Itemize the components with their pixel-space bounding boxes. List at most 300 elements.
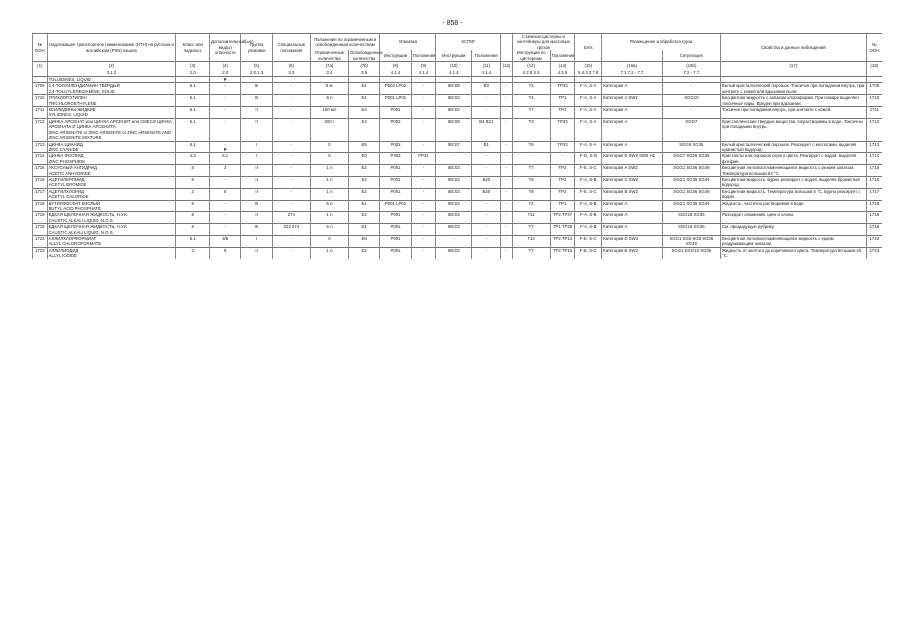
header-portable-tanks: Съемные цистерны и контейнеры для массовых грузов [512, 34, 575, 51]
column-12: - [501, 83, 512, 95]
special-provisions: 223 274 [272, 224, 310, 236]
column-12: - [501, 95, 512, 107]
un-number: 1723 [33, 247, 48, 258]
code-reference: 5.4.3.2 7.8 [575, 70, 602, 77]
code-reference: 7.1 7.2 - 7.7 [602, 70, 663, 77]
ems-code: F-A, S-B [575, 200, 602, 212]
name-en: ACETIC ANHYDRIDE [48, 170, 91, 176]
packing-group: I [241, 153, 272, 165]
ems-code: F-E, S-C [575, 188, 602, 200]
name-en: CAUSTIC ALKALI LIQUID, N.O.S. [48, 217, 114, 223]
subsidiary-hazard [210, 95, 241, 107]
properties: Кристаллы или порошок серого цвета. Реагирует с водой, выделяя фосфин. [721, 153, 867, 165]
stowage: Категория A [602, 200, 663, 212]
properties: Бесцветная легковоспламеняющаяся жидкость с резким запахом. Температура вспышки 54 °C. [721, 165, 867, 177]
subheader-segregation: Сегрегация [662, 50, 720, 61]
un-number: 1718 [33, 200, 48, 212]
column-number: (5) [241, 62, 272, 71]
column-12: - [501, 212, 512, 224]
packing-instruction: P001 [380, 236, 411, 248]
header-subsidiary-hazard: Дополнительный(ые) вид(ы) опасности [210, 34, 241, 62]
un-number-right: 1723 [866, 247, 882, 258]
properties: Разъедает алюминий, цинк и олово. [721, 212, 867, 224]
ems-code: F-A, S-A [575, 141, 602, 153]
limited-quantity: 100 мл [310, 107, 348, 119]
un-number-right: 1711 [866, 107, 882, 119]
un-number: 1710 [33, 95, 48, 107]
un-number: 1713 [33, 141, 48, 153]
packing-instruction: P001 [380, 188, 411, 200]
ems-code: F-A, S-B [575, 176, 602, 188]
packing-provision: - [411, 212, 436, 224]
tank-instruction: T7 [512, 107, 550, 119]
packing-group: II [241, 176, 272, 188]
packing-group: III [241, 95, 272, 107]
subsidiary-value: 8 [224, 188, 227, 194]
name-en: CAUSTIC ALKALI LIQUID, N.O.S. [48, 229, 114, 235]
code-reference: 4.1.4 [380, 70, 411, 77]
table-row [33, 153, 883, 165]
excepted-quantity: E0 [348, 153, 379, 165]
ibc-provision: - [472, 247, 501, 258]
column-number: (15) [575, 62, 602, 71]
ems-code: F-E, S-C [575, 165, 602, 177]
subheader-excepted: Освобожденные количества [349, 50, 383, 61]
ibc-provision: B1 [472, 141, 501, 153]
un-number: 1717 [33, 188, 48, 200]
tank-instruction: T8 [512, 188, 550, 200]
un-number-right: 1709 [866, 83, 882, 95]
segregation: SGG1 SG36 SG49 [662, 176, 720, 188]
header-packing: Упаковка [380, 34, 436, 51]
name-ru: ТРИХЛОРЭТИЛЕН [48, 95, 87, 101]
subsidiary-hazard [210, 212, 241, 224]
stowage: Категория A [602, 141, 663, 153]
header-un-number: № ООН [33, 34, 48, 62]
tank-provision: TP33 [550, 141, 575, 153]
un-number: 1722 [33, 236, 48, 248]
name-en: ZINC PHOSPHIDE [48, 158, 86, 164]
table-row [33, 107, 883, 119]
un-number: 1719 [33, 224, 48, 236]
tank-instruction: T1 [512, 83, 550, 95]
excepted-quantity: E1 [348, 83, 379, 95]
special-provisions: 274 [272, 212, 310, 224]
name-ru: АЦЕТИЛХЛОРИД [48, 188, 84, 194]
ibc-provision: B3 [472, 83, 501, 95]
subsidiary-hazard [210, 141, 241, 153]
packing-provision: - [411, 95, 436, 107]
column-number: (13) [512, 62, 550, 71]
stowage: Категория D SW2 [602, 236, 663, 248]
column-number: (6) [272, 62, 310, 71]
class: 3 [176, 188, 210, 200]
name-ru: БУТИЛФОСФАТ КИСЛЫЙ [48, 200, 100, 206]
ibc-provision: B4 B21 [472, 118, 501, 141]
tank-instruction: T14 [512, 236, 550, 248]
proper-shipping-name [47, 165, 176, 177]
stowage: Категория A [602, 83, 663, 95]
subsidiary-value: 6.1 [222, 153, 229, 159]
code-reference: 3.3 [272, 70, 310, 77]
segregation: SGG1 SGG10 SG36 [662, 247, 720, 258]
excepted-quantity: E2 [348, 188, 379, 200]
tank-instruction: T3 [512, 118, 550, 141]
marine-pollutant-mark: P [223, 146, 227, 152]
column-number: (8) [380, 62, 411, 71]
proper-shipping-name [47, 153, 176, 165]
code-reference: 7.2 - 7.7 [662, 70, 720, 77]
tank-provision: TP1 [550, 200, 575, 212]
packing-group: II [241, 107, 272, 119]
properties: Жидкость, частично растворимая в воде. [721, 200, 867, 212]
packing-group: II [241, 118, 272, 141]
un-number-right: 1710 [866, 95, 882, 107]
column-12: - [501, 224, 512, 236]
tank-instruction: T7 [512, 165, 550, 177]
segregation: SGG18 SG35 [662, 212, 720, 224]
class: 6.1 [176, 118, 210, 141]
proper-shipping-name [47, 176, 176, 188]
packing-provision: - [411, 176, 436, 188]
packing-group: II [241, 212, 272, 224]
header-packing-group: Группа упаковки [241, 34, 272, 62]
class: 4.3 [176, 153, 210, 165]
packing-instruction: P001 [380, 247, 411, 258]
packing-group: I [241, 236, 272, 248]
properties: Бесцветная жидкость. Температура вспышки 5 °C. Бурно реагирует с водой. [721, 188, 867, 200]
un-number-right: 1716 [866, 176, 882, 188]
table-row [33, 200, 883, 212]
tank-instruction: T7 [512, 224, 550, 236]
table-row [33, 212, 883, 224]
column-number: (7b) [348, 62, 379, 71]
name-ru: 2,4-ТОЛУИЛЕНДИАМИН ТВЕРДЫЙ [48, 83, 120, 89]
name-ru: АЦЕТИЛБРОМИД [48, 176, 85, 182]
properties: См. предыдущую рубрику. [721, 224, 867, 236]
table-row [33, 118, 883, 141]
code-reference: 4.1.4 [436, 70, 472, 77]
code-reference: 2.0 [210, 70, 241, 77]
ibc-provision: - [472, 212, 501, 224]
proper-shipping-name [47, 118, 176, 141]
name-ru: АЛЛИЛИОДИД [48, 247, 79, 253]
subsidiary-hazard [210, 224, 241, 236]
column-number: (17) [721, 62, 867, 71]
limited-quantity: 5 л [310, 200, 348, 212]
name-en: ACETYL BROMIDE [48, 182, 87, 188]
column-number: (9) [411, 62, 436, 71]
limited-quantity: 0 [310, 236, 348, 248]
column-12: - [501, 236, 512, 248]
name-ru: ЕДКАЯ ЩЕЛОЧНАЯ ЖИДКОСТЬ, Н.У.К. [48, 224, 128, 230]
special-provisions: - [272, 95, 310, 107]
class: 6.1 [176, 107, 210, 119]
un-number-right: 1715 [866, 165, 882, 177]
ibc-provision: - [472, 107, 501, 119]
special-provisions: - [272, 247, 310, 258]
stowage: Категория A [602, 107, 663, 119]
tank-provision: TP2 [550, 107, 575, 119]
name-en: TRICHLOROETHYLENE [48, 100, 97, 106]
page-number: - 858 - [442, 20, 463, 27]
table-row [33, 141, 883, 153]
proper-shipping-name [47, 141, 176, 153]
code-reference: 2.0 [176, 70, 210, 77]
packing-group: II [241, 188, 272, 200]
column-number: (2) [47, 62, 176, 71]
ems-code: F-G, S-N [575, 153, 602, 165]
column-12: - [501, 165, 512, 177]
subheader-packing-instr: Инструкции [380, 50, 411, 61]
class: 6.1 [176, 83, 210, 95]
properties: Белый кристаллический порошок. Токсичен при попадании внутрь, при контакте с кожей или вдыхании пыли. [722, 83, 865, 94]
proper-shipping-name [47, 236, 176, 248]
subheader-ibc-prov: Положения [472, 50, 501, 61]
subsidiary-hazard [210, 118, 241, 141]
segregation: SGG18 SG35 [662, 224, 720, 236]
packing-provision: - [411, 141, 436, 153]
subsidiary-value: - [224, 200, 226, 206]
ibc-instruction: IBC02 [436, 212, 472, 224]
un-number-right: 1713 [866, 141, 882, 153]
ibc-instruction: - [436, 153, 472, 165]
table-row [33, 165, 883, 177]
excepted-quantity: E5 [348, 141, 379, 153]
column-number: (7a) [310, 62, 348, 71]
stowage: Категория B SW2 [602, 188, 663, 200]
class: 8 [176, 212, 210, 224]
code-reference: 2.0.1.3 [241, 70, 272, 77]
ibc-instruction: IBC02 [436, 165, 472, 177]
limited-quantity: 5 л [310, 95, 348, 107]
tank-instruction: T4 [512, 95, 550, 107]
code-reference: 3.4 [310, 70, 348, 77]
ibc-provision: - [472, 236, 501, 248]
class: 8 [176, 176, 210, 188]
subsidiary-value: 8 [224, 247, 227, 253]
subsidiary-hazard [210, 153, 241, 165]
table-row [33, 224, 883, 236]
packing-group: II [241, 165, 272, 177]
packing-group: II [241, 247, 272, 258]
subsidiary-hazard [210, 247, 241, 258]
ibc-provision: - [472, 224, 501, 236]
name-ru: ЦИНКА ЦИАНИД [48, 141, 83, 147]
un-number-right: 1712 [866, 118, 882, 141]
packing-group: I [241, 141, 272, 153]
un-number: 1712 [33, 118, 48, 141]
class: 8 [176, 165, 210, 177]
subsidiary-value: - [224, 107, 226, 113]
special-provisions: - [272, 188, 310, 200]
limited-quantity: 5 кг [310, 83, 348, 95]
table-row [33, 95, 883, 107]
tank-provision: TP2 [550, 165, 575, 177]
packing-instruction: P001 LP01 [380, 95, 411, 107]
stowage: Категория A [602, 212, 663, 224]
column-number: (16a) [602, 62, 663, 71]
packing-provision: - [411, 107, 436, 119]
segregation: SGG1 SG36 SG49 [662, 188, 720, 200]
ibc-instruction: IBC03 [436, 200, 472, 212]
limited-quantity: 1 л [310, 188, 348, 200]
ibc-instruction: IBC07 [436, 141, 472, 153]
header-ibc: КСГМГ [436, 34, 501, 51]
packing-provision: - [411, 188, 436, 200]
column-12: - [501, 153, 512, 165]
subheader-limited: Ограниченные количества [310, 50, 348, 61]
segregation: SGG1 SG5 SG8 SG36 SG49 [662, 236, 720, 248]
packing-instruction: P001 [380, 165, 411, 177]
tank-provision: - [550, 153, 575, 165]
subsidiary-value: - [224, 83, 226, 89]
header-class: Класс или подкласс [176, 34, 210, 62]
column-number: (16b) [662, 62, 720, 71]
subheader-tank-prov: Положения [550, 50, 575, 61]
name-en: XYLIDINES, LIQUID [48, 112, 88, 118]
tank-provision: TP1 TP28 [550, 224, 575, 236]
stowage: Категория B SW2 [602, 247, 663, 258]
properties: Белый кристаллический порошок. Реагирует с кислотами, выделяя цианистый водород. [721, 141, 867, 153]
un-number: 1709 [33, 83, 48, 95]
name-ru: ЦИНКА ФОСФИД [48, 153, 84, 159]
subsidiary-value: 3 [224, 165, 227, 171]
excepted-quantity: E4 [348, 107, 379, 119]
ibc-provision: B20 [472, 188, 501, 200]
tank-provision: TP2 TP13 [550, 236, 575, 248]
class: 6.1 [176, 141, 210, 153]
excepted-quantity: E2 [348, 176, 379, 188]
packing-instruction: P001 [380, 107, 411, 119]
column-number: (14) [550, 62, 575, 71]
segregation: - [662, 83, 720, 95]
packing-provision: - [411, 200, 436, 212]
excepted-quantity: E1 [348, 200, 379, 212]
tank-instruction: - [512, 153, 550, 165]
packing-provision: - [411, 165, 436, 177]
code-reference: 4.2.5 [550, 70, 575, 77]
tank-provision: TP2 [550, 188, 575, 200]
code-reference: 4.1.4 [472, 70, 501, 77]
proper-shipping-name [47, 107, 176, 119]
class: 6.1 [176, 95, 210, 107]
subsidiary-value: - [224, 118, 226, 124]
marine-pollutant-mark: P [210, 77, 241, 83]
excepted-quantity: E4 [348, 118, 379, 141]
un-number-right: 1719 [866, 224, 882, 236]
tank-provision: TP2 TP13 [550, 247, 575, 258]
packing-instruction: P001 [380, 224, 411, 236]
tank-provision: TP1 [550, 95, 575, 107]
subsidiary-hazard [210, 107, 241, 119]
header-limited-quantities: Положения по ограниченным и освобожденным количествам [310, 34, 379, 51]
subsidiary-hazard [210, 236, 241, 248]
header-proper-shipping-name: Надлежащее транспортное наименование (НТН) на русском и английском (PSN) языках [47, 34, 176, 62]
packing-provision: PP31 [411, 153, 436, 165]
code-reference: 3.5 [348, 70, 379, 77]
ems-code: F-A, S-B [575, 212, 602, 224]
tank-instruction: T4 [512, 200, 550, 212]
un-number-right: 1714 [866, 153, 882, 165]
column-12: - [501, 107, 512, 119]
name-en: ALLYL IODIDE [48, 253, 77, 259]
header-row [33, 34, 883, 51]
packing-provision: - [411, 118, 436, 141]
un-number-right: 1718 [866, 200, 882, 212]
column-number: (18) [866, 62, 882, 71]
packing-instruction: P002 [380, 141, 411, 153]
un-number: 1719 [33, 212, 48, 224]
subsidiary-hazard [210, 176, 241, 188]
excepted-quantity: E2 [348, 212, 379, 224]
properties: Бесцветная жидкость. Бурно реагирует с водой, выделяя бромистый водород. [721, 176, 867, 188]
proper-shipping-name [47, 247, 176, 258]
name-en: BUTYL ACID PHOSPHATE [48, 205, 101, 211]
stowage: Категория E SW2 SW5 H1 [602, 153, 663, 165]
subsidiary-hazard [210, 165, 241, 177]
un-number-right: 1717 [866, 188, 882, 200]
name-ru: АЛЛИЛХЛОРФОРМИАТ [48, 236, 97, 241]
subsidiary-value: - [224, 176, 226, 182]
subsidiary-value: - [224, 95, 226, 101]
column-12: - [501, 200, 512, 212]
segregation: SGG7 SG26 SG35 [662, 153, 720, 165]
subheader-ibc-instr: Инструкции [436, 50, 472, 61]
packing-provision: - [411, 236, 436, 248]
ibc-instruction: - [436, 236, 472, 248]
subsidiary-hazard [210, 200, 241, 212]
header-special-provisions: Специальные положения [272, 34, 310, 62]
table-row [33, 83, 883, 95]
continuation-name: TOLUIDINES, LIQUID [47, 77, 176, 83]
proper-shipping-name [47, 200, 176, 212]
class: 3 [176, 247, 210, 258]
segregation: SGG7 [662, 118, 720, 141]
packing-instruction: P002 LP02 [380, 83, 411, 95]
name-en: ZINC ARSENATE or ZINC ARSENITE or ZINC ARSENATE AND ZINC ARSENITE MIXTURE [48, 129, 172, 141]
subsidiary-hazard [210, 188, 241, 200]
table-row [33, 236, 883, 248]
table-row [33, 247, 883, 258]
column-number: (4) [210, 62, 241, 71]
segregation: SGG6 SG35 [662, 141, 720, 153]
column-12: - [501, 141, 512, 153]
class: 8 [176, 224, 210, 236]
name-en: 2,4-TOLUYLENEDIAMINE, SOLID [48, 88, 115, 94]
properties: Бесцветная жидкость с запахом хлороформа. При пожаре выделяет токсичные пары. Вреден при вдыхании. [721, 95, 867, 107]
excepted-quantity: E2 [348, 165, 379, 177]
limited-quantity: 1 л [310, 212, 348, 224]
column-12: - [501, 118, 512, 141]
ibc-provision: - [472, 95, 501, 107]
code-reference: 4.1.4 [411, 70, 436, 77]
name-ru: УКСУСНЫЙ АНГИДРИД [48, 165, 97, 171]
table-body [33, 77, 883, 259]
header-stowage: Размещение и обработка груза [602, 34, 721, 51]
tank-instruction: T11 [512, 212, 550, 224]
packing-instruction: P001 [380, 176, 411, 188]
un-number: 1716 [33, 176, 48, 188]
packing-instruction: P001 LP01 [380, 200, 411, 212]
proper-shipping-name [47, 95, 176, 107]
limited-quantity: 0 [310, 153, 348, 165]
properties: Жидкость от желтого до коричневого цвета. Температура вспышки 18 °C. [721, 247, 867, 258]
segregation: SGG1 SG36 SG49 [662, 165, 720, 177]
ems-code: F-A, S-A [575, 95, 602, 107]
subheader-packing-prov: Положения [411, 50, 436, 61]
tank-provision: TP33 [550, 83, 575, 95]
